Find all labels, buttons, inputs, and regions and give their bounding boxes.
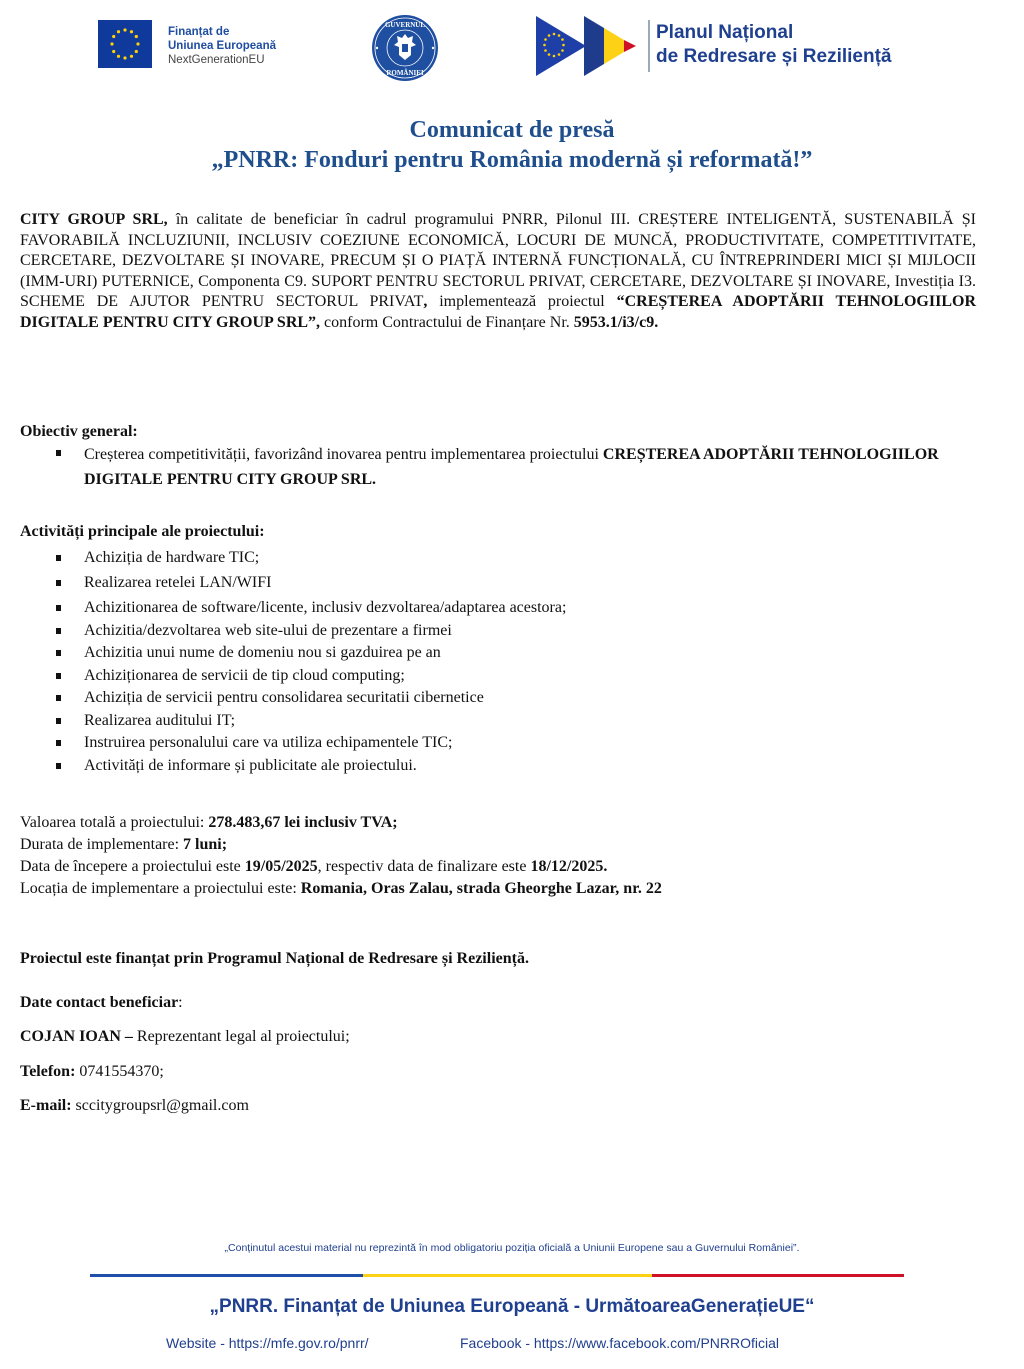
contact-role: Reprezentant legal al proiectului;	[132, 1028, 350, 1045]
activity-item	[56, 620, 956, 643]
svg-text:ROMÂNIEI: ROMÂNIEI	[386, 69, 424, 77]
press-release-title: Comunicat de presă	[409, 117, 615, 143]
project-location: Romania, Oras Zalau, strada Gheorghe Lazar, nr. 22	[300, 880, 662, 897]
company-name: CITY GROUP SRL,	[20, 211, 168, 228]
pnrr-logo-divider	[648, 20, 650, 72]
activity-text: Achiziția de hardware TIC;	[84, 549, 260, 566]
phone-number: 0741554370;	[75, 1063, 164, 1080]
pnrr-logo-line2: de Redresare și Reziliență	[656, 46, 892, 67]
contact-name: COJAN IOAN –	[20, 1028, 133, 1045]
activities-heading: Activități principale ale proiectului:	[20, 523, 265, 540]
intro-text-3: conform Contractului de Finanțare Nr.	[320, 313, 574, 331]
objective-item	[56, 442, 976, 492]
activity-text: Achiziția de servicii pentru consolidarea securitatii cibernetice	[84, 689, 484, 706]
end-date: 18/12/2025.	[530, 858, 608, 875]
tricolor-red	[652, 1274, 904, 1277]
project-duration-label: Durata de implementare:	[20, 836, 184, 853]
email-address[interactable]: sccitygroupsrl@gmail.com	[71, 1097, 249, 1114]
contact-heading-colon: :	[178, 994, 183, 1011]
project-value-row	[20, 812, 662, 834]
objective-list	[56, 442, 976, 492]
activity-item	[56, 732, 956, 755]
start-date: 19/05/2025	[244, 858, 318, 875]
email-label: E-mail:	[20, 1097, 72, 1114]
project-value-label: Valoarea totală a proiectului:	[20, 814, 209, 831]
project-details	[20, 812, 662, 900]
project-value: 278.483,67 lei inclusiv TVA;	[208, 814, 398, 831]
contact-phone	[20, 1063, 164, 1081]
intro-text-2: implementează proiectul	[427, 293, 617, 310]
project-duration: 7 luni;	[183, 836, 228, 853]
end-date-label: , respectiv data de finalizare este	[317, 858, 531, 875]
eu-funding-line3: NextGenerationEU	[168, 54, 265, 66]
activity-text: Achizitia unui nume de domeniu nou si gazduirea pe an	[84, 644, 441, 661]
tricolor-divider	[90, 1274, 904, 1277]
intro-text-1: în calitate de beneficiar în cadrul programului PNRR, Pilonul III. CREȘTERE INTELIGENTĂ, SUSTENABILĂ ȘI FAVORABILĂ INCLUZIUNII, INCLUSIV COEZIUNE ECONOMICĂ, LOCURI DE MUNCĂ, PRODUCTIVITATE, COMPETITIVITATE, CERCETARE, DEZVOLTARE ȘI INOVARE, PRECUM ȘI O PIAȚĂ INTERNĂ FUNCȚIONALĂ, CU ÎNTREPRINDERI MICI ȘI MIJLOCII (IMM-URI) PUTERNICE, Componenta C9. SUPORT PENTRU SECTORUL PRIVAT, CERCETARE, DEZVOLTARE ȘI INOVARE, Investiția I3. SCHEME DE AJUTOR PENTRU SECTORUL PRIVAT	[20, 211, 976, 310]
eu-flag-icon	[98, 20, 152, 68]
tricolor-blue	[90, 1274, 363, 1277]
start-date-label: Data de începere a proiectului este	[20, 858, 245, 875]
activity-item	[56, 665, 956, 688]
svg-text:GUVERNUL: GUVERNUL	[384, 21, 426, 29]
activity-item	[56, 710, 956, 733]
activity-text: Realizarea auditului IT;	[84, 711, 236, 729]
press-release-subtitle: „PNRR: Fonduri pentru România modernă și reformată!”	[211, 147, 813, 173]
pnrr-logo-label	[656, 21, 892, 69]
objective-project-name: CREȘTEREA ADOPTĂRII TEHNOLOGIILOR DIGITALE PENTRU CITY GROUP SRL.	[84, 446, 939, 488]
project-dates-row	[20, 856, 662, 878]
contact-heading-text: Date contact beneficiar	[20, 994, 179, 1011]
location-label: Locația de implementare a proiectului este:	[20, 880, 301, 897]
footer-slogan: „PNRR. Finanțat de Uniunea Europeană - UrmătoareaGenerațieUE“	[209, 1296, 815, 1317]
funding-note: Proiectul este finanțat prin Programul Național de Redresare și Reziliență.	[20, 950, 529, 967]
eu-funding-line1: Finanțat de	[168, 26, 230, 38]
objective-text: Creșterea competitivității, favorizând inovarea pentru implementarea proiectului	[84, 446, 603, 463]
eu-funding-label	[168, 25, 276, 67]
activity-text: Instruirea personalului care va utiliza echipamentele TIC;	[84, 734, 453, 751]
activity-text: Achiziționarea de servicii de tip cloud computing;	[84, 666, 405, 684]
activity-text: Realizarea retelei LAN/WIFI	[84, 573, 272, 591]
facebook-link[interactable]: Facebook - https://www.facebook.com/PNRROficial	[460, 1335, 780, 1351]
intro-comma: ,	[423, 293, 428, 310]
intro-paragraph	[20, 210, 976, 333]
tricolor-yellow	[363, 1274, 652, 1277]
romanian-government-seal-icon	[371, 14, 439, 82]
phone-label: Telefon:	[20, 1063, 76, 1080]
activity-item	[56, 572, 956, 595]
project-name: “CREȘTEREA ADOPTĂRII TEHNOLOGIILOR DIGITALE PENTRU CITY GROUP SRL”,	[20, 293, 976, 331]
activities-list	[56, 547, 956, 777]
pnrr-logo-line1: Planul Național	[656, 22, 794, 43]
contract-number: 5953.1/i3/c9.	[573, 313, 659, 331]
objective-heading: Obiectiv general:	[20, 423, 138, 440]
website-link[interactable]: Website - https://mfe.gov.ro/pnrr/	[166, 1335, 369, 1351]
activity-item	[56, 597, 956, 620]
activity-text: Activități de informare și publicitate ale proiectului.	[84, 756, 417, 774]
contact-heading	[20, 994, 183, 1012]
contact-email	[20, 1097, 249, 1115]
activity-item	[56, 547, 956, 570]
eu-funding-line2: Uniunea Europeană	[168, 40, 276, 52]
activity-text: Achizitionarea de software/licente, inclusiv dezvoltarea/adaptarea acestora;	[84, 599, 567, 616]
activity-text: Achizitia/dezvoltarea web site-ului de prezentare a firmei	[84, 621, 452, 639]
project-location-row	[20, 878, 662, 900]
project-duration-row	[20, 834, 662, 856]
pnrr-arrows-icon	[536, 16, 646, 76]
activity-item	[56, 687, 956, 710]
footer-disclaimer: „Conținutul acestui material nu reprezintă în mod obligatoriu poziția oficială a Uniunii Europene sau a Guvernului României”.	[224, 1242, 800, 1254]
activity-item	[56, 755, 956, 778]
activity-item	[56, 642, 956, 665]
contact-person	[20, 1028, 350, 1046]
